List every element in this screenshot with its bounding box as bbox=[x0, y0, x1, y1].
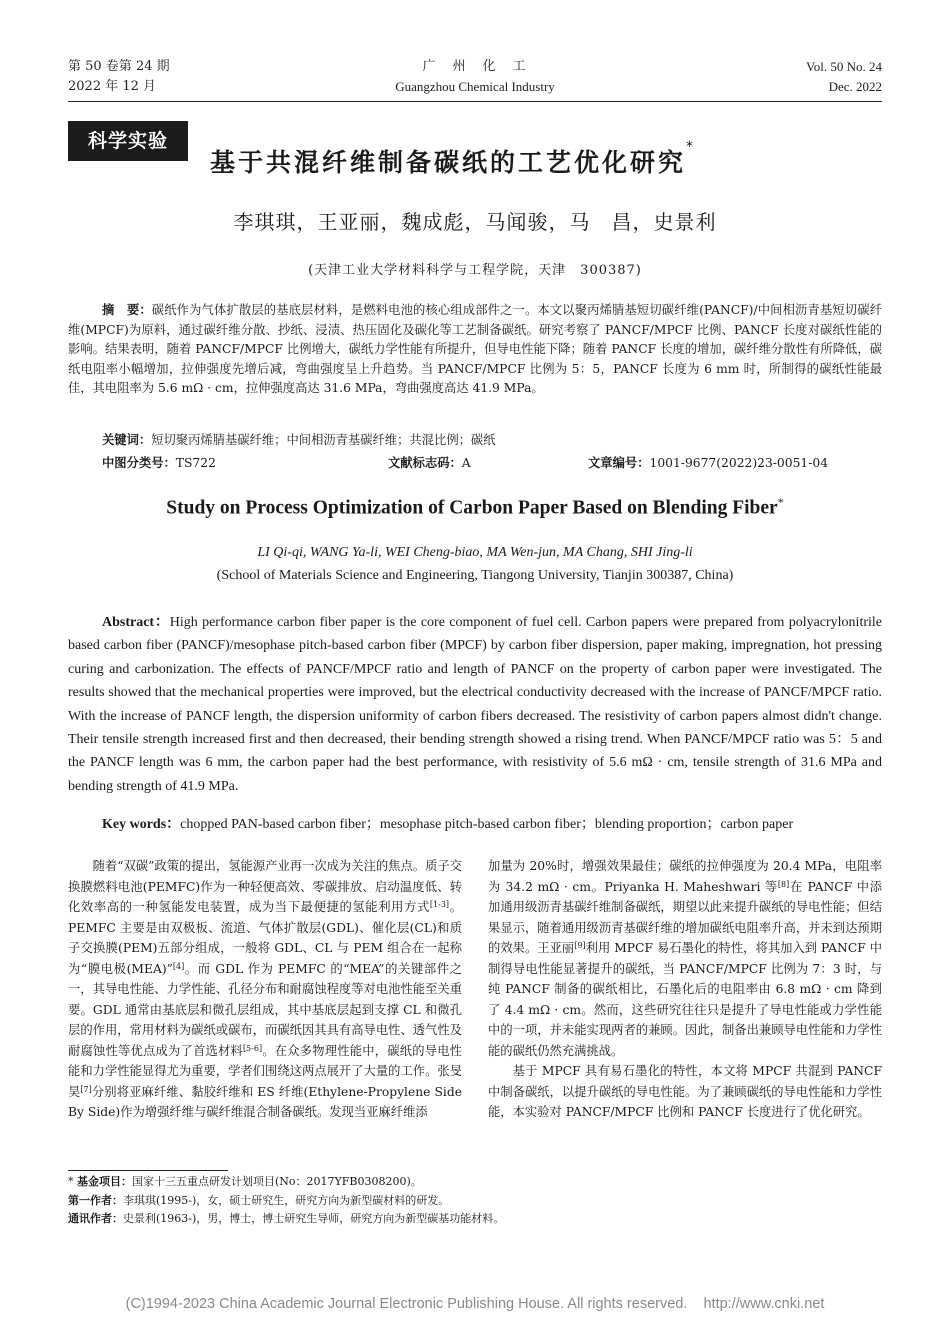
header-date-en: Dec. 2022 bbox=[828, 79, 882, 94]
citation: [5-6] bbox=[242, 1043, 263, 1053]
body-right-column bbox=[488, 856, 882, 1123]
affiliation-cn: (天津工业大学材料科学与工程学院，天津 300387) bbox=[308, 263, 642, 278]
doc-code bbox=[388, 454, 471, 473]
article-label: 文章编号： bbox=[588, 456, 650, 470]
citation: [7] bbox=[80, 1084, 92, 1094]
body-text: 。在众多物理性能中，碳纸的导电性能和力学性能显得尤为重要，学者们围绕这两点展开了大量的工作。张旻昊 bbox=[68, 1043, 462, 1099]
clc-number bbox=[102, 454, 216, 473]
body-paragraph bbox=[68, 856, 462, 1123]
clc-value: TS722 bbox=[175, 456, 216, 470]
keywords-en bbox=[68, 815, 882, 835]
footnote-fund-text: 国家十三五重点研发计划项目(No：2017YFB0308200)。 bbox=[132, 1175, 422, 1188]
doc-value: A bbox=[461, 456, 471, 470]
footnotes bbox=[68, 1173, 882, 1229]
body-paragraph bbox=[488, 856, 882, 1061]
abstract-en-text: High performance carbon fiber paper is the core component of fuel cell. Carbon papers were prepared from polyacrylonitrile based carbon fiber (PANCF)/mesophase pitch-based carbon fiber (MPCF) by carbon fiber dispersion, paper making, impregnation, hot pressing curing and carbonization. The effects of PANCF/MPCF ratio and length of PANCF on the property of carbon paper were investigated. The results showed that the mechanical properties were improved, but the electrical conductivity decreased with the increase of PANCF/MPCF ratio. With the increase of PANCF length, the dispersion uniformity of carbon fibers decreased. The resistivity of carbon papers almost didn't change. Their tensile strength increased first and then decreased, their bending strength showed a rising trend. When PANCF/MPCF ratio was 5：5 and the PANCF length was 6 mm, the carbon paper had the best performance, with resistivity of 5.6 mΩ · cm, tensile strength of 31.6 MPa and bending strength of 41.9 MPa. bbox=[68, 615, 882, 794]
footnote-first-author bbox=[68, 1192, 882, 1211]
abstract-cn-label: 摘 要： bbox=[102, 303, 152, 317]
footnote-corr-label: 通讯作者： bbox=[68, 1212, 123, 1225]
title-en bbox=[0, 495, 950, 520]
keywords-en-text: chopped PAN-based carbon fiber；mesophase pitch-based carbon fiber；blending proportion；carbon paper bbox=[180, 817, 794, 832]
keywords-cn bbox=[68, 431, 882, 450]
clc-label: 中图分类号： bbox=[102, 456, 176, 470]
footnote-corresponding-author bbox=[68, 1210, 882, 1229]
citation: [1-3] bbox=[429, 900, 450, 909]
title-en-mark: * bbox=[777, 495, 784, 509]
article-value: 1001-9677(2022)23-0051-04 bbox=[649, 456, 829, 470]
body-text: 分别将亚麻纤维、黏胶纤维和 ES 纤维(Ethylene-Propylene Side By Side)作为增强纤维与碳纤维混合制备碳纸。发现当亚麻纤维添 bbox=[68, 1084, 462, 1119]
body-text: 随着“双碳”政策的提出，氢能源产业再一次成为关注的焦点。质子交换膜燃料电池(PEMFC)作为一种轻便高效、零碳排放、启动温度低、转化效率高的一种氢能发电装置，成为当下最便捷的氢能利用方式 bbox=[68, 859, 462, 914]
citation: [8] bbox=[777, 879, 790, 889]
citation: [9] bbox=[574, 941, 586, 950]
title-cn bbox=[210, 139, 697, 179]
body-paragraph: 基于 MPCF 具有易石墨化的特性，本文将 MPCF 共混到 PANCF 中制备碳纸，以提升碳纸的导电性能。为了兼顾碳纸的导电性能和力学性能，本实验对 PANCF/MPCF 比例和 PANCF 长度进行了优化研究。 bbox=[488, 1064, 882, 1119]
keywords-cn-label: 关键词： bbox=[102, 433, 152, 447]
body-text: 加量为 20%时，增强效果最佳；碳纸的拉伸强度为 20.4 MPa，电阻率为 34.2 mΩ · cm。Priyanka H. Maheshwari 等 bbox=[488, 859, 882, 894]
header-date-cn: 2022 年 12 月 bbox=[68, 79, 157, 94]
body-text: 利用 MPCF 易石墨化的特性，将其加入到 PANCF 中制得导电性能显著提升的碳纸，当 PANCF/MPCF 比例为 7：3 时，与纯 PANCF 制备的碳纸相比，石墨化后的电阻率由 6.8 mΩ · cm 降到了 4.4 mΩ · cm。然而，这些研究往往只是提升了导电性能或力学性能中的一项，并未能实现两者的兼顾。因此，制备出兼顾导电性能和力学性能的碳纸仍然充满挑战。 bbox=[488, 941, 882, 1058]
abstract-en bbox=[68, 611, 882, 798]
footnote-fund-label: 基金项目： bbox=[77, 1175, 132, 1188]
abstract-cn-text: 碳纸作为气体扩散层的基底层材料，是燃料电池的核心组成部件之一。本文以聚丙烯腈基短切碳纤维(PANCF)/中间相沥青基短切碳纤维(MPCF)为原料，通过碳纤维分散、抄纸、浸渍、热压固化及碳化等工艺制备碳纸。研究考察了 PANCF/MPCF 比例、PANCF 长度对碳纸性能的影响。结果表明，随着 PANCF/MPCF 比例增大，碳纸力学性能有所提升，但导电性能下降；随着 PANCF 长度的增加，碳纤维分散性有所降低，碳纸电阻率小幅增加，拉伸强度先增后减，弯曲强度呈上升趋势。当 PANCF/MPCF 比例为 5：5，PANCF 长度为 6 mm 时，所制得的碳纸性能最佳，其电阻率为 5.6 mΩ · cm，拉伸强度高达 31.6 MPa，弯曲强度高达 41.9 MPa。 bbox=[68, 303, 882, 396]
header-volume-cn: 第 50 卷第 24 期 bbox=[68, 59, 170, 74]
title-cn-mark: * bbox=[686, 139, 697, 155]
section-tag: 科学实验 bbox=[68, 121, 188, 161]
footnote-rule bbox=[68, 1170, 228, 1171]
title-en-text: Study on Process Optimization of Carbon Paper Based on Blending Fiber bbox=[166, 497, 778, 519]
abstract-en-label: Abstract： bbox=[102, 615, 170, 630]
body-text: 。PEMFC 主要是由双极板、流道、气体扩散层(GDL)、催化层(CL)和质子交换膜(PEM)五部分组成，一般将 GDL、CL 与 PEM 组合在一起称为“膜电极(MEA)” bbox=[68, 900, 462, 976]
body-text: 在 PANCF 中添加通用级沥青基碳纤维制备碳纸，期望以此来提升碳纸的导电性能；但结果显示，随着通用级沥青基碳纤维的增加碳纸电阻率升高，并未到达预期的效果。王亚丽 bbox=[488, 879, 882, 955]
copyright-line: (C)1994-2023 China Academic Journal Electronic Publishing House. All rights reserved. http://www.cnki.net bbox=[125, 1296, 825, 1312]
footnote-first-text: 李琪琪(1995-)，女，硕士研究生，研究方向为新型碳材料的研发。 bbox=[123, 1193, 450, 1207]
authors-en: LI Qi-qi, WANG Ya-li, WEI Cheng-biao, MA Wen-jun, MA Chang, SHI Jing-li bbox=[257, 545, 693, 560]
article-number bbox=[588, 454, 828, 473]
abstract-cn bbox=[68, 301, 882, 399]
title-cn-text: 基于共混纤维制备碳纸的工艺优化研究 bbox=[210, 148, 687, 177]
header-rule bbox=[68, 101, 882, 102]
footnote-fund: * 基金项目：国家十三五重点研发计划项目(No：2017YFB0308200)。 bbox=[68, 1175, 422, 1188]
body-left-column bbox=[68, 856, 462, 1123]
header-journal-en: Guangzhou Chemical Industry bbox=[395, 79, 555, 94]
citation: [4] bbox=[172, 961, 185, 971]
header-journal-cn: 广 州 化 工 bbox=[422, 59, 528, 74]
footnote-first-label: 第一作者： bbox=[68, 1193, 123, 1207]
keywords-cn-text: 短切聚丙烯腈基碳纤维；中间相沥青基碳纤维；共混比例；碳纸 bbox=[151, 433, 496, 447]
keywords-en-label: Key words： bbox=[102, 817, 181, 832]
affiliation-en: (School of Materials Science and Engineering, Tiangong University, Tianjin 300387, China) bbox=[216, 568, 734, 583]
authors-cn: 李琪琪，王亚丽，魏成彪，马闻骏，马 昌，史景利 bbox=[233, 210, 717, 234]
footnote-corr-text: 史景利(1963-)，男，博士，博士研究生导师，研究方向为新型碳基功能材料。 bbox=[123, 1212, 505, 1225]
header-volume-en: Vol. 50 No. 24 bbox=[806, 59, 882, 74]
body-text: 。而 GDL 作为 PEMFC 的“MEA”的关键部件之一，其导电性能、力学性能、孔径分布和耐腐蚀程度等对电池性能至关重要。GDL 通常由基底层和微孔层组成，其中基底层起到支撑 CL 和微孔层的作用，常用材料为碳纸或碳布，而碳纸因其具有高导电性、透气性及耐腐蚀性等优点成为了首选材料 bbox=[68, 961, 462, 1058]
doc-label: 文献标志码： bbox=[388, 456, 462, 470]
